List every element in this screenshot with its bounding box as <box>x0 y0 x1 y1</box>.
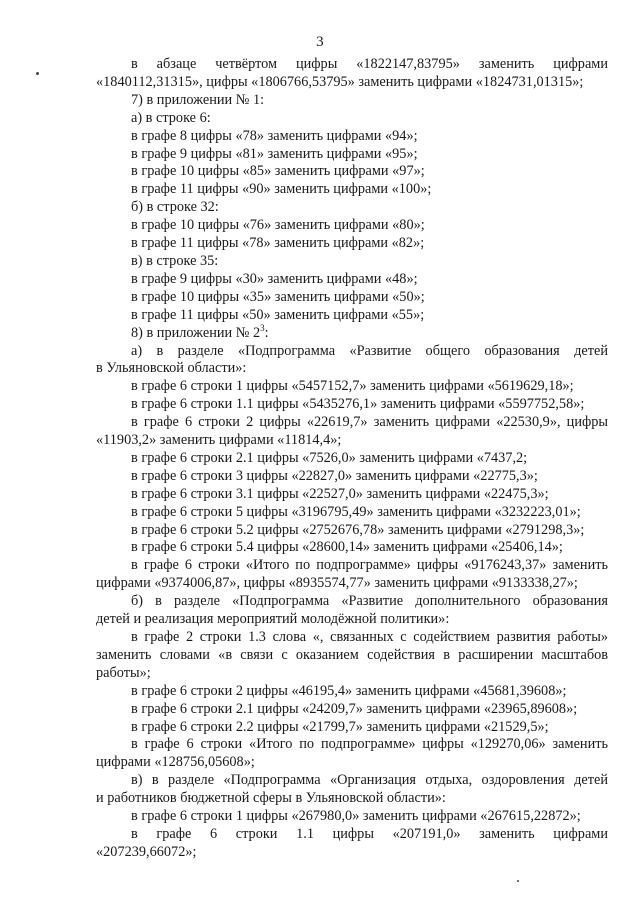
line-text: работы»; <box>96 664 151 681</box>
line-text: б) в строке 32: <box>131 199 219 216</box>
text-line <box>96 719 608 737</box>
line-text: в графе 11 цифры «78» заменить цифрами «82»; <box>131 235 425 252</box>
text-line <box>96 414 608 432</box>
line-text: «11903,2» заменить цифрами «11814,4»; <box>96 432 342 449</box>
text-line <box>96 217 608 235</box>
text-line <box>96 754 608 772</box>
line-text: в графе 9 цифры «81» заменить цифрами «95»; <box>131 145 418 162</box>
text-line <box>96 504 608 522</box>
text-line <box>96 486 608 504</box>
line-text: «1840112,31315», цифры «1806766,53795» заменить цифрами «1824731,01315»; <box>96 73 584 90</box>
text-line <box>96 322 608 343</box>
line-text: 8) в приложении № 2 <box>131 324 261 341</box>
text-line <box>96 432 608 450</box>
line-text: в графе 6 строки 1 цифры «267980,0» заменить цифрами «267615,22872»; <box>131 808 581 825</box>
text-line <box>96 343 608 361</box>
line-text: в графе 8 цифры «78» заменить цифрами «94»; <box>131 127 418 144</box>
line-text: «207239,66072»; <box>96 843 197 860</box>
line-text: в графе 6 строки 5.4 цифры «28600,14» заменить цифрами «25406,14»; <box>131 539 563 556</box>
line-text: в графе 6 строки «Итого по подпрограмме» цифры «9176243,37» заменить <box>131 557 608 574</box>
text-line <box>96 253 608 271</box>
document-body <box>96 56 608 862</box>
line-text: в графе 6 строки 1.1 цифры «5435276,1» заменить цифрами «5597752,58»; <box>131 396 585 413</box>
line-text: 7) в приложении № 1: <box>131 91 265 108</box>
text-line <box>96 271 608 289</box>
line-text: в абзаце четвёртом цифры «1822147,83795» заменить цифрами <box>131 56 608 72</box>
line-text: в графе 9 цифры «30» заменить цифрами «48»; <box>131 270 418 287</box>
text-line <box>96 468 608 486</box>
superscript: 3 <box>260 322 265 333</box>
text-line <box>96 665 608 683</box>
line-text: в графе 11 цифры «50» заменить цифрами «55»; <box>131 306 425 323</box>
line-text: а) в строке 6: <box>131 109 211 126</box>
line-text: б) в разделе «Подпрограмма «Развитие дополнительного образования <box>131 593 608 610</box>
line-text: в графе 6 строки 1 цифры «5457152,7» заменить цифрами «5619629,18»; <box>131 378 574 395</box>
line-text: в графе 6 строки 2.1 цифры «24209,7» заменить цифрами «23965,89608»; <box>131 700 578 717</box>
line-text: в) в разделе «Подпрограмма «Организация отдыха, оздоровления детей <box>131 772 608 789</box>
text-line <box>96 289 608 307</box>
text-line <box>96 396 608 414</box>
text-line <box>96 74 608 92</box>
text-line <box>96 128 608 146</box>
line-text: в Ульяновской области»: <box>96 360 247 377</box>
line-text: в графе 6 строки 3.1 цифры «22527,0» заменить цифрами «22475,3»; <box>131 485 549 502</box>
text-line <box>96 56 608 74</box>
text-line <box>96 557 608 575</box>
line-text: а) в разделе «Подпрограмма «Развитие общего образования детей <box>131 342 608 359</box>
text-line <box>96 772 608 790</box>
line-text: в графе 6 строки 2.2 цифры «21799,7» заменить цифрами «21529,5»; <box>131 718 549 735</box>
line-text: в графе 6 строки 5.2 цифры «2752676,78» заменить цифрами «2791298,3»; <box>131 521 585 538</box>
text-line <box>96 146 608 164</box>
text-line <box>96 736 608 754</box>
text-line <box>96 235 608 253</box>
text-line <box>96 826 608 844</box>
text-line <box>96 181 608 199</box>
text-line <box>96 790 608 808</box>
line-text: в графе 11 цифры «90» заменить цифрами «100»; <box>131 181 432 198</box>
text-line <box>96 629 608 647</box>
text-line <box>96 307 608 325</box>
line-text: в графе 2 строки 1.3 слова «, связанных с содействием развития работы» <box>131 629 608 645</box>
line-text: в графе 6 строки 3 цифры «22827,0» заменить цифрами «22775,3»; <box>131 467 538 484</box>
line-text: в графе 10 цифры «76» заменить цифрами «80»; <box>131 217 425 234</box>
line-text: в графе 10 цифры «35» заменить цифрами «50»; <box>131 288 425 305</box>
text-line <box>96 683 608 701</box>
line-text: заменить словами «в связи с оказанием содействия в расширении масштабов <box>96 646 608 663</box>
line-text: в графе 6 строки 1.1 цифры «207191,0» заменить цифрами <box>131 825 608 842</box>
text-line <box>96 593 608 611</box>
text-line <box>96 110 608 128</box>
line-text: цифрами «9374006,87», цифры «8935574,77» заменить цифрами «9133338,27»; <box>96 575 578 592</box>
scan-speck <box>36 72 39 75</box>
text-line <box>96 92 608 110</box>
text-line <box>96 844 608 862</box>
line-text: в графе 6 строки «Итого по подпрограмме» цифры «129270,06» заменить <box>131 736 608 753</box>
text-line <box>96 199 608 217</box>
line-text: в графе 6 строки 2.1 цифры «7526,0» заменить цифрами «7437,2; <box>131 449 528 466</box>
text-line <box>96 808 608 826</box>
text-line <box>96 163 608 181</box>
text-line <box>96 539 608 557</box>
line-text: цифрами «128756,05608»; <box>96 754 255 771</box>
line-text: в графе 10 цифры «85» заменить цифрами «97»; <box>131 163 425 180</box>
text-line <box>96 701 608 719</box>
text-line <box>96 647 608 665</box>
line-text: в) в строке 35: <box>131 252 219 269</box>
line-text: и работников бюджетной сферы в Ульяновской области»: <box>96 790 446 807</box>
page-number: 3 <box>316 34 324 50</box>
line-text: в графе 6 строки 2 цифры «22619,7» заменить цифрами «22530,9», цифры <box>131 414 608 431</box>
line-text: в графе 6 строки 5 цифры «3196795,49» заменить цифрами «3232223,01»; <box>131 503 581 520</box>
line-text: детей и реализация мероприятий молодёжной политики»: <box>96 611 450 628</box>
text-line <box>96 522 608 540</box>
text-line <box>96 450 608 468</box>
text-line <box>96 611 608 629</box>
text-line <box>96 575 608 593</box>
scan-speck <box>517 880 519 882</box>
line-text: в графе 6 строки 2 цифры «46195,4» заменить цифрами «45681,39608»; <box>131 682 567 699</box>
text-line <box>96 378 608 396</box>
text-line <box>96 360 608 378</box>
line-tail: : <box>264 324 269 341</box>
